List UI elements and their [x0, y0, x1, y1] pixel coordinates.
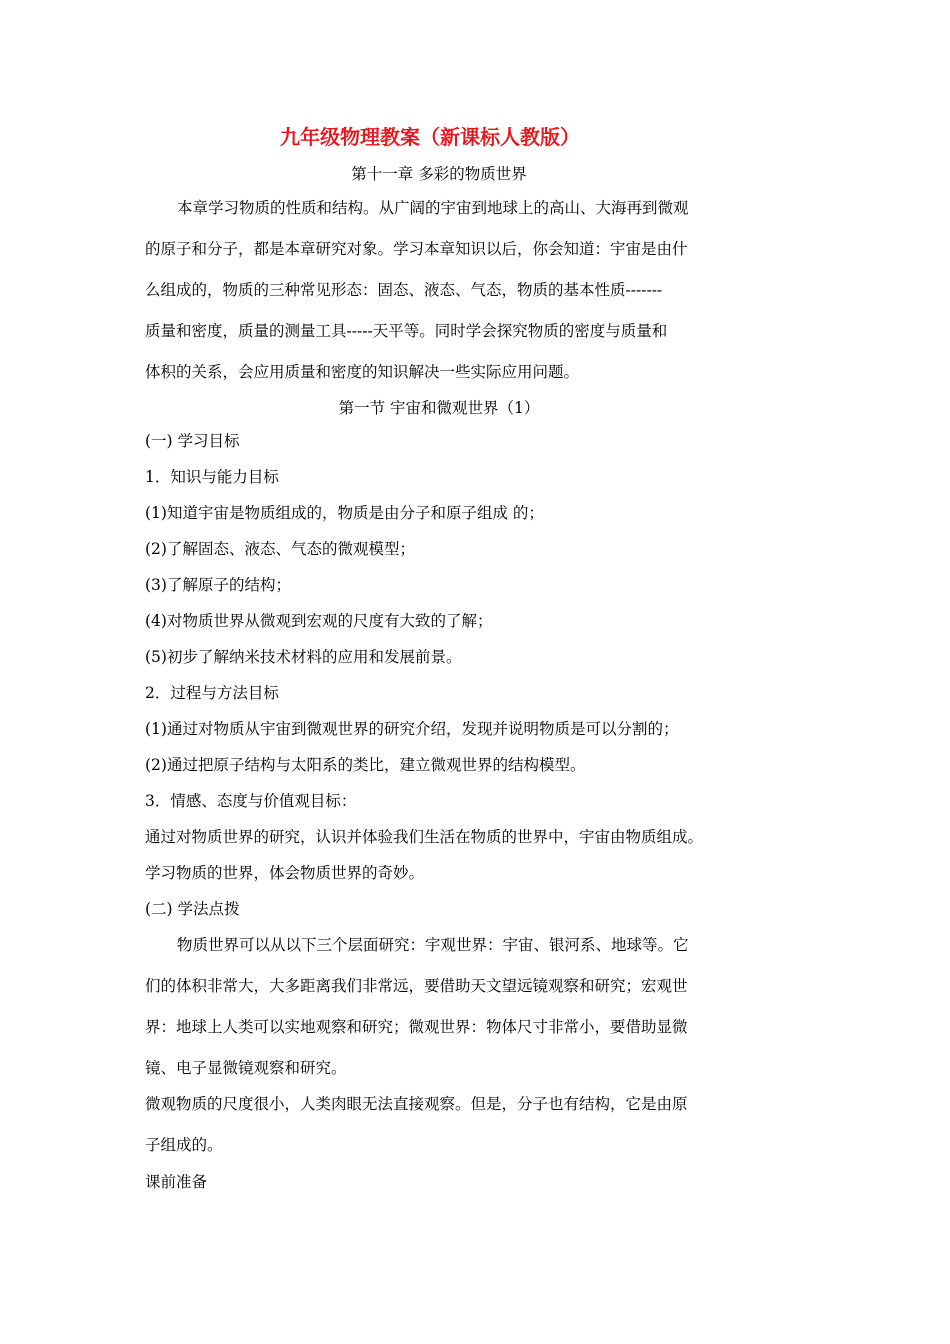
- process-heading: 2．过程与方法目标: [145, 684, 279, 702]
- method-heading: (二) 学法点拨: [145, 900, 240, 918]
- intro-line-2: 的原子和分子，都是本章研究对象。学习本章知识以后，你会知道：宇宙是由什: [145, 240, 688, 258]
- emotion-line-1: 通过对物质世界的研究，认识并体验我们生活在物质的世界中，宇宙由物质组成。: [145, 828, 704, 846]
- section-heading: 第一节 宇宙和微观世界（1）: [338, 399, 540, 417]
- micro-line-2: 子组成的。: [145, 1136, 223, 1154]
- document-title: 九年级物理教案（新课标人教版）: [280, 125, 580, 149]
- intro-line-5: 体积的关系，会应用质量和密度的知识解决一些实际应用问题。: [145, 363, 580, 381]
- knowledge-item-1: (1)知道宇宙是物质组成的，物质是由分子和原子组成 的；: [145, 504, 544, 522]
- micro-line-1: 微观物质的尺度很小，人类肉眼无法直接观察。但是，分子也有结构，它是由原: [145, 1095, 688, 1113]
- knowledge-heading: 1．知识与能力目标: [145, 468, 279, 486]
- emotion-line-2: 学习物质的世界，体会物质世界的奇妙。: [145, 864, 425, 882]
- method-line-1: 物质世界可以从以下三个层面研究：宇观世界：宇宙、银河系、地球等。它: [177, 936, 689, 954]
- process-item-1: (1)通过对物质从宇宙到微观世界的研究介绍，发现并说明物质是可以分割的；: [145, 720, 679, 738]
- chapter-heading: 第十一章 多彩的物质世界: [351, 165, 527, 183]
- knowledge-item-5: (5)初步了解纳米技术材料的应用和发展前景。: [145, 648, 462, 666]
- knowledge-item-2: (2)了解固态、液态、气态的微观模型；: [145, 540, 415, 558]
- knowledge-item-3: (3)了解原子的结构；: [145, 576, 291, 594]
- knowledge-item-4: (4)对物质世界从微观到宏观的尺度有大致的了解；: [145, 612, 493, 630]
- method-line-3: 界：地球上人类可以实地观察和研究；微观世界：物体尺寸非常小，要借助显微: [145, 1018, 688, 1036]
- prep-heading: 课前准备: [145, 1173, 208, 1191]
- intro-line-4: 质量和密度，质量的测量工具-----天平等。同时学会探究物质的密度与质量和: [145, 322, 668, 340]
- objectives-heading: (一) 学习目标: [145, 432, 240, 450]
- intro-line-1: 本章学习物质的性质和结构。从广阔的宇宙到地球上的高山、大海再到微观: [177, 199, 689, 217]
- process-item-2: (2)通过把原子结构与太阳系的类比，建立微观世界的结构模型。: [145, 756, 586, 774]
- emotion-heading: 3．情感、态度与价值观目标：: [145, 792, 357, 810]
- method-line-4: 镜、电子显微镜观察和研究。: [145, 1059, 347, 1077]
- intro-line-3: 么组成的，物质的三种常见形态：固态、液态、气态，物质的基本性质-------: [145, 281, 663, 299]
- method-line-2: 们的体积非常大，大多距离我们非常远，要借助天文望远镜观察和研究；宏观世: [145, 977, 688, 995]
